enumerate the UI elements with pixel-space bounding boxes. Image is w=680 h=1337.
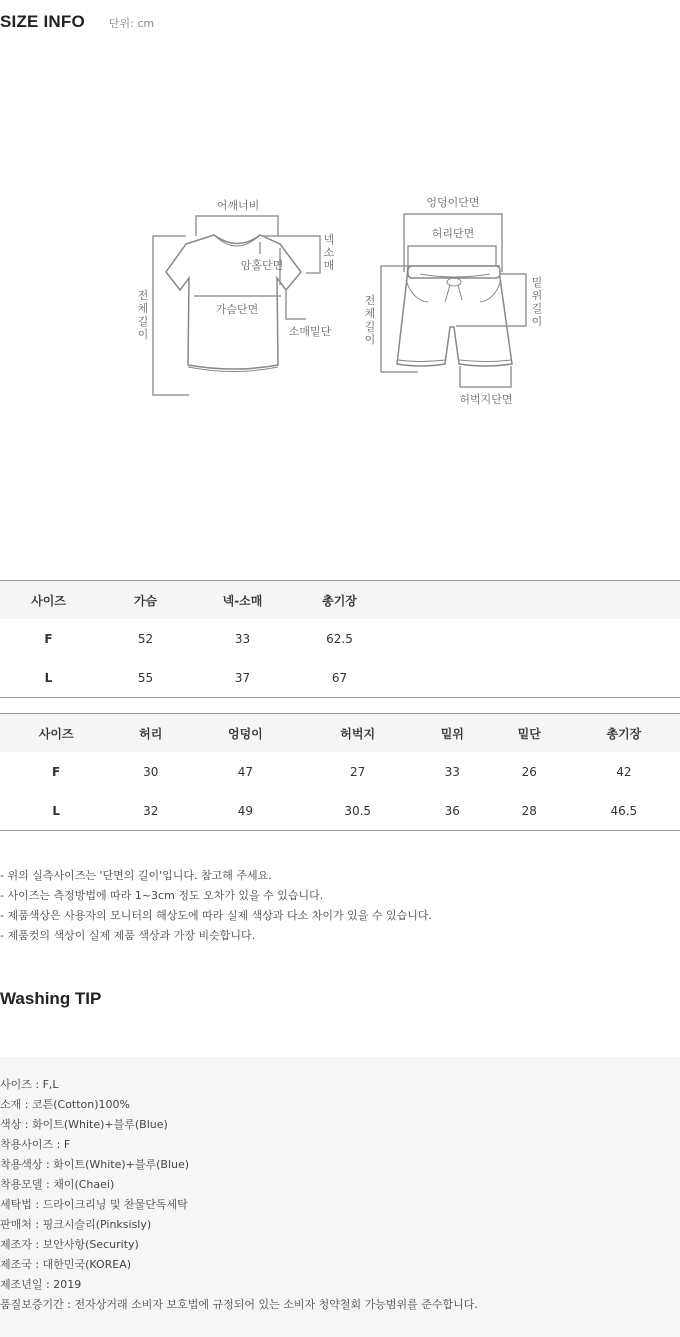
total-length-bottom-label-4: 이 — [364, 333, 376, 346]
top-size-table — [0, 580, 680, 698]
washing-tip-title: Washing TIP — [0, 989, 102, 1008]
table-header-cell: 사이즈 — [0, 714, 112, 753]
table-cell: 62.5 — [326, 631, 353, 646]
neck-sleeve-label-2: 소 — [323, 246, 335, 259]
table-cell: 55 — [137, 670, 154, 685]
neck-sleeve-label-1: 넥 — [323, 233, 335, 246]
table-row — [0, 619, 680, 658]
table-cell: F — [52, 764, 61, 779]
info-item: 착용색상 : 화이트(White)+블루(Blue) — [0, 1158, 190, 1171]
rise-label-4: 이 — [531, 315, 543, 328]
table-cell: 30.5 — [344, 803, 372, 818]
total-length-top-label-3: 길 — [137, 315, 149, 328]
table-row — [0, 791, 680, 831]
table-cell: 33 — [234, 631, 251, 646]
table-header-cell: 사이즈 — [0, 581, 97, 620]
size-diagram — [0, 190, 680, 420]
table-cell: 52 — [137, 631, 154, 646]
rise-label-2: 위 — [531, 289, 543, 302]
table-cell: 32 — [143, 803, 159, 818]
note-item: - 위의 실측사이즈는 '단면의 길이'입니다. 참고해 주세요. — [0, 869, 272, 882]
info-item: 제조년일 : 2019 — [0, 1278, 82, 1291]
table-header-cell: 허리 — [112, 714, 189, 753]
table-cell: L — [52, 803, 60, 818]
table-cell: 37 — [234, 670, 251, 685]
table-cell: F — [44, 631, 53, 646]
info-item: 사이즈 : F,L — [0, 1078, 59, 1091]
table-cell: 49 — [237, 803, 254, 818]
rise-label-3: 길 — [531, 302, 543, 315]
table-header-row — [0, 714, 680, 753]
table-header-cell: 가슴 — [97, 581, 194, 620]
note-item: - 사이즈는 측정방법에 따라 1~3cm 정도 오차가 있을 수 있습니다. — [0, 889, 324, 902]
product-info-box — [0, 1057, 680, 1337]
info-item: 소재 : 코튼(Cotton)100% — [0, 1098, 130, 1111]
table-header-row — [0, 581, 680, 620]
table-filler — [388, 619, 680, 658]
total-length-bottom-label-1: 전 — [364, 294, 376, 307]
table-header-cell: 밑단 — [491, 714, 568, 753]
table-row — [0, 752, 680, 791]
waist-label: 허리단면 — [431, 227, 475, 240]
info-item: 착용사이즈 : F — [0, 1138, 71, 1151]
info-item: 세탁법 : 드라이크리닝 및 찬물단독세탁 — [0, 1198, 188, 1211]
info-item: 판매처 : 핑크시슬리(Pinksisly) — [0, 1218, 152, 1231]
bottom-size-table — [0, 713, 680, 831]
table-cell: 67 — [331, 670, 348, 685]
table-cell: 27 — [350, 764, 366, 779]
sleeve-hem-label: 소매밑단 — [288, 325, 332, 338]
table-header-cell: 허벅지 — [302, 714, 414, 753]
total-length-top-label-1: 전 — [137, 289, 149, 302]
total-length-top-label-4: 이 — [137, 328, 149, 341]
table-cell: 47 — [237, 764, 254, 779]
table-header-cell: 총기장 — [291, 581, 388, 620]
note-item: - 제품색상은 사용자의 모니터의 해상도에 따라 실제 색상과 다소 차이가 있을 수 있습니다. — [0, 909, 432, 922]
rise-label-1: 밑 — [531, 276, 543, 289]
table-header-cell: 총기장 — [568, 714, 680, 753]
armhole-label: 암홀단면 — [240, 259, 284, 272]
shoulder-label: 어깨너비 — [216, 199, 260, 212]
size-info-title: SIZE INFO — [0, 12, 85, 31]
info-item: 착용모델 : 채이(Chaei) — [0, 1178, 115, 1191]
table-cell: 30 — [143, 764, 159, 779]
hip-label: 엉덩이단면 — [426, 196, 480, 209]
shorts-illustration — [397, 266, 512, 366]
size-info-header — [0, 12, 154, 32]
table-header-filler — [388, 581, 680, 620]
size-notes — [0, 866, 432, 946]
note-item: - 제품컷의 색상이 실제 제품 색상과 가장 비슷합니다. — [0, 929, 256, 942]
table-cell: 42 — [616, 764, 632, 779]
product-info-list — [0, 1075, 478, 1315]
info-item: 제조자 : 보안사항(Security) — [0, 1238, 139, 1251]
total-length-bottom-label-2: 체 — [364, 307, 376, 320]
chest-label: 가슴단면 — [215, 303, 259, 316]
table-cell: 46.5 — [610, 803, 638, 818]
table-cell: 33 — [444, 764, 460, 779]
table-header-cell: 넥-소매 — [194, 581, 291, 620]
table-filler — [388, 658, 680, 698]
table-cell: L — [44, 670, 53, 685]
info-item: 색상 : 화이트(White)+블루(Blue) — [0, 1118, 168, 1131]
total-length-bottom-label-3: 길 — [364, 320, 376, 333]
table-cell: 36 — [444, 803, 460, 818]
total-length-top-label-2: 체 — [137, 302, 149, 315]
table-cell: 26 — [521, 764, 537, 779]
info-item: 품질보증기간 : 전자상거래 소비자 보호법에 규정되어 있는 소비자 청약철회 가능범위를 준수합니다. — [0, 1298, 478, 1311]
info-item: 제조국 : 대한민국(KOREA) — [0, 1258, 132, 1271]
table-header-cell: 엉덩이 — [189, 714, 301, 753]
table-header-cell: 밑위 — [414, 714, 491, 753]
table-row — [0, 658, 680, 698]
table-cell: 28 — [521, 803, 537, 818]
unit-label: 단위: cm — [108, 17, 155, 30]
neck-sleeve-label-3: 매 — [323, 259, 335, 272]
thigh-label: 허벅지단면 — [459, 393, 513, 406]
